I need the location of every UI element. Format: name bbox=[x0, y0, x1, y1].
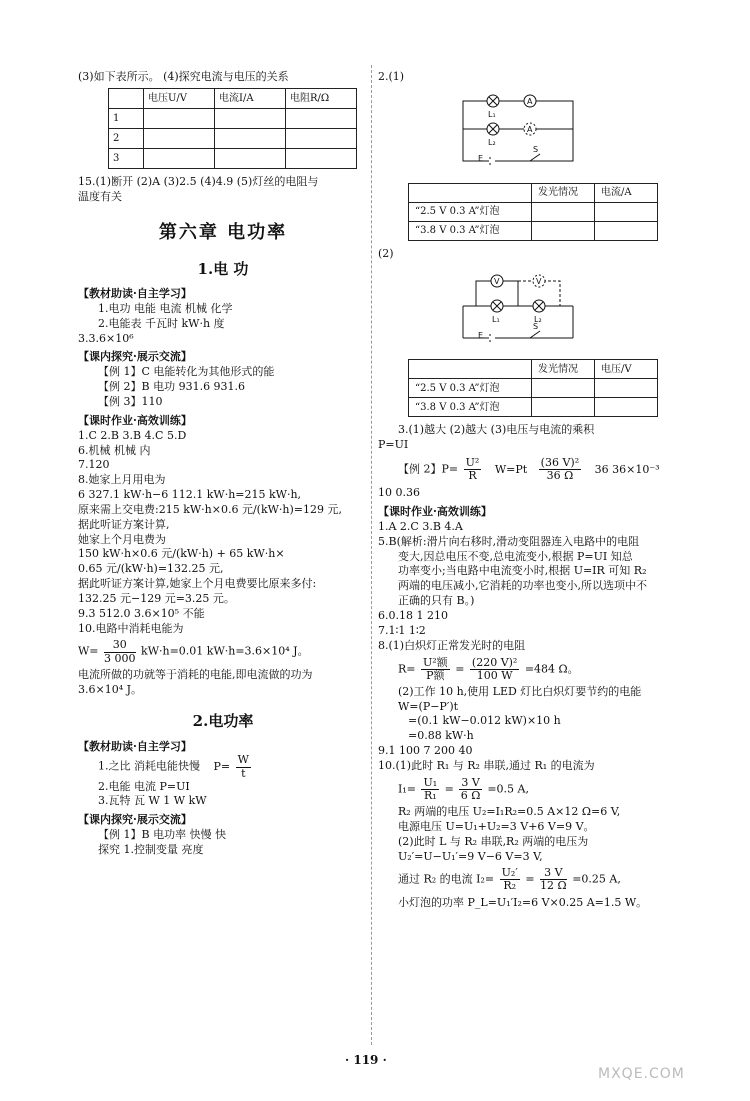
answer-line: 探究 1.控制变量 亮度 bbox=[98, 843, 204, 857]
answer-line: 【例 1】C 电能转化为其他形式的能 bbox=[98, 365, 275, 379]
page-number: · 119 · bbox=[345, 1053, 387, 1067]
fraction: $\frac{\text{(36 V)²}}{36 \Omega}$ bbox=[540, 456, 580, 483]
answer-line: 电流所做的功就等于消耗的电能,即电流做的功为 bbox=[78, 667, 313, 681]
answer-line: 电源电压 U=U₁+U₂=3 V+6 V=9 V。 bbox=[398, 819, 595, 833]
watermark: MXQE.COM bbox=[598, 1066, 685, 1082]
table-header: 电压U/V bbox=[144, 88, 215, 108]
fraction: $\frac{3 V}{6 \Omega}$ bbox=[460, 775, 481, 802]
table-header: 电流I/A bbox=[215, 88, 286, 108]
section-heading: 【课时作业·高效训练】 bbox=[78, 413, 192, 427]
answer-line: 小灯泡的功率 P_L=U₁′I₂=6 V×0.25 A=1.5 W。 bbox=[398, 895, 648, 909]
answer-line: 7.120 bbox=[78, 458, 110, 472]
answer-line: 原来需上交电费:215 kW·h×0.6 元/(kW·h)=129 元, bbox=[78, 502, 343, 516]
formula-line: 【例 2】P= $\frac{\text{U²}}{R}$ W=Pt $\frac{\text{(36 V)²}}{36 \Omega}$ 36 36×10⁻³ bbox=[398, 456, 660, 483]
answer-line: 10.电路中消耗电能为 bbox=[78, 621, 184, 635]
answer-line: 1.C 2.B 3.B 4.C 5.D bbox=[78, 428, 187, 442]
answer-line: 3.(1)越大 (2)越大 (3)电压与电流的乘积 bbox=[398, 423, 595, 437]
q15-line-1: 15.(1)断开 (2)A (3)2.5 (4)4.9 (5)灯丝的电阻与 bbox=[78, 174, 319, 188]
section-heading: 【课时作业·高效训练】 bbox=[378, 505, 492, 519]
lamp-label: L₂ bbox=[488, 137, 496, 147]
lesson-2-title: 2.电功率 bbox=[192, 712, 254, 731]
answer-line: 6.机械 机械 内 bbox=[78, 443, 151, 457]
fraction: $\frac{\text{(220 V)²}}{100 W}$ bbox=[471, 655, 518, 682]
answer-line: 正确的只有 B。) bbox=[398, 594, 475, 608]
table-header: 发光情况 bbox=[532, 360, 595, 379]
table-header: 电阻R/Ω bbox=[286, 88, 357, 108]
circuit-diagram-2 bbox=[448, 266, 588, 348]
table-header: 发光情况 bbox=[532, 183, 595, 202]
formula-line: 通过 R₂ 的电流 I₂= $\frac{\text{U₂′}}{\text{R₂}}$ = $\frac{3 V}{12 \Omega}$ =0.25 A, bbox=[398, 866, 621, 893]
battery-label: E bbox=[478, 153, 484, 163]
answer-line: 6.0.18 1 210 bbox=[378, 609, 448, 622]
lesson-1-title: 1.电 功 bbox=[197, 259, 249, 278]
table-cell: “3.8 V 0.3 A”灯泡 bbox=[409, 398, 532, 417]
lamp-label: L₁ bbox=[488, 109, 496, 119]
data-table-1 bbox=[108, 88, 357, 169]
answer-line: 10 0.36 bbox=[378, 486, 420, 500]
fraction: $\frac{3 V}{12 \Omega}$ bbox=[540, 866, 567, 893]
fraction: $\frac{\text{U₂′}}{\text{R₂}}$ bbox=[501, 866, 518, 893]
answer-line: 【例 2】B 电功 931.6 931.6 bbox=[98, 380, 246, 394]
table-cell: “2.5 V 0.3 A”灯泡 bbox=[409, 202, 532, 221]
section-heading: 【课内探究·展示交流】 bbox=[78, 813, 192, 827]
formula-line: R= $\frac{\text{U²额}}{\text{P额}}$ = $\frac{\text{(220 V)²}}{100 W}$ =484 Ω。 bbox=[398, 655, 579, 682]
answer-line: 9.3 512.0 3.6×10⁵ 不能 bbox=[78, 606, 205, 620]
answer-line: 150 kW·h×0.6 元/(kW·h) + 65 kW·h× bbox=[78, 547, 285, 561]
fraction: $\frac{\text{U²额}}{\text{P额}}$ bbox=[423, 655, 448, 682]
answer-line: R₂ 两端的电压 U₂=I₁R₂=0.5 A×12 Ω=6 V, bbox=[398, 804, 621, 818]
answer-line: 132.25 元−129 元=3.25 元。 bbox=[78, 591, 235, 605]
formula-line: 1.之比 消耗电能快慢 P= $\frac{W}{t}$ bbox=[98, 753, 249, 780]
formula-line: W= $\frac{30}{3 000}$ kW·h=0.01 kW·h=3.6×10⁴ J。 bbox=[78, 638, 309, 665]
answer-line: 8.(1)白炽灯正常发光时的电阻 bbox=[378, 638, 526, 652]
answer-line: 9.1 100 7 200 40 bbox=[378, 744, 473, 758]
answer-line: 变大,因总电压不变,总电流变小,根据 P=UI 知总 bbox=[398, 549, 633, 563]
voltmeter-label: V bbox=[536, 276, 542, 286]
section-heading: 【教材助读·自主学习】 bbox=[78, 287, 192, 301]
answer-line: (2)工作 10 h,使用 LED 灯比白炽灯要节约的电能 bbox=[398, 684, 642, 698]
fraction: $\frac{\text{U²}}{R}$ bbox=[465, 456, 480, 483]
table-cell: “2.5 V 0.3 A”灯泡 bbox=[409, 379, 532, 398]
answer-line: 2.电能 电流 P=UI bbox=[98, 779, 190, 793]
answer-line: 她家上个月电费为 bbox=[78, 532, 166, 546]
table-cell: “3.8 V 0.3 A”灯泡 bbox=[409, 221, 532, 240]
answer-line: 6 327.1 kW·h−6 112.1 kW·h=215 kW·h, bbox=[78, 488, 302, 502]
switch-label: S bbox=[533, 144, 539, 154]
fraction: $\frac{30}{3 000}$ bbox=[104, 638, 136, 665]
switch-label: S bbox=[533, 321, 539, 331]
answer-line: 功率变小;当电路中电流变小时,根据 U=IR 可知 R₂ bbox=[398, 564, 647, 578]
fraction: $\frac{W}{t}$ bbox=[237, 753, 249, 780]
answer-line: 3.3.6×10⁶ bbox=[78, 331, 134, 345]
answer-line: 【例 1】B 电功率 快慢 快 bbox=[98, 828, 227, 842]
answer-line: 3.瓦特 瓦 W 1 W kW bbox=[98, 794, 207, 808]
ammeter-label: A bbox=[527, 124, 533, 134]
answer-line: P=UI bbox=[378, 438, 409, 452]
answer-line: =0.88 kW·h bbox=[408, 729, 474, 743]
q15-line-2: 温度有关 bbox=[78, 189, 122, 203]
left-column bbox=[78, 70, 368, 858]
q3-text: (3)如下表所示。 (4)探究电流与电压的关系 bbox=[78, 70, 289, 83]
ammeter-label: A bbox=[527, 96, 533, 106]
answer-line: 5.B(解析:滑片向右移时,滑动变阻器连入电路中的电阻 bbox=[378, 534, 640, 548]
answer-line: 7.1∶1 1∶2 bbox=[378, 623, 426, 637]
battery-label: E bbox=[478, 330, 484, 340]
right-column bbox=[378, 70, 678, 910]
voltmeter-label: V bbox=[494, 276, 500, 286]
answer-line: =(0.1 kW−0.012 kW)×10 h bbox=[408, 714, 561, 728]
answer-line: 据此听证方案计算, bbox=[78, 517, 170, 531]
results-table-2 bbox=[408, 359, 658, 417]
table-header bbox=[109, 88, 144, 108]
results-table-1 bbox=[408, 183, 658, 241]
answer-line: (2)此时 L 与 R₂ 串联,R₂ 两端的电压为 bbox=[398, 834, 589, 848]
table-cell: 2 bbox=[109, 128, 144, 148]
answer-line: 8.她家上月用电为 bbox=[78, 473, 166, 487]
q2-part2-label: (2) bbox=[378, 246, 394, 260]
chapter-title: 第六章 电功率 bbox=[158, 221, 288, 243]
table-header: 电流/A bbox=[595, 183, 658, 202]
fraction: $\frac{\text{U₁}}{\text{R₁}}$ bbox=[423, 775, 438, 802]
section-heading: 【课内探究·展示交流】 bbox=[78, 350, 192, 364]
answer-line: 【例 3】110 bbox=[98, 394, 163, 408]
section-heading: 【教材助读·自主学习】 bbox=[78, 739, 192, 753]
answer-line: 两端的电压减小,它消耗的功率也变小,所以选项中不 bbox=[398, 579, 647, 593]
answer-line: 0.65 元/(kW·h)=132.25 元, bbox=[78, 562, 224, 576]
answer-line: W=(P−P′)t bbox=[398, 699, 459, 713]
circuit-diagram-1 bbox=[448, 89, 588, 171]
q2-label: 2.(1) bbox=[378, 70, 405, 83]
column-divider bbox=[371, 65, 372, 1045]
answer-line: 1.电功 电能 电流 机械 化学 bbox=[98, 301, 233, 315]
answer-line: U₂′=U−U₁′=9 V−6 V=3 V, bbox=[398, 849, 543, 863]
table-cell: 3 bbox=[109, 148, 144, 168]
answer-line: 据此听证方案计算,她家上个月电费要比原来多付: bbox=[78, 577, 317, 591]
lamp-label: L₂ bbox=[534, 314, 542, 324]
answer-line: 2.电能表 千瓦时 kW·h 度 bbox=[98, 316, 225, 330]
answer-line: 3.6×10⁴ J。 bbox=[78, 682, 143, 696]
formula-line: I₁= $\frac{\text{U₁}}{\text{R₁}}$ = $\frac{3 V}{6 \Omega}$ =0.5 A, bbox=[398, 775, 529, 802]
answer-line: 1.A 2.C 3.B 4.A bbox=[378, 519, 463, 533]
answer-line: 10.(1)此时 R₁ 与 R₂ 串联,通过 R₁ 的电流为 bbox=[378, 758, 595, 772]
table-header: 电压/V bbox=[595, 360, 658, 379]
lamp-label: L₁ bbox=[492, 314, 500, 324]
table-cell: 1 bbox=[109, 108, 144, 128]
